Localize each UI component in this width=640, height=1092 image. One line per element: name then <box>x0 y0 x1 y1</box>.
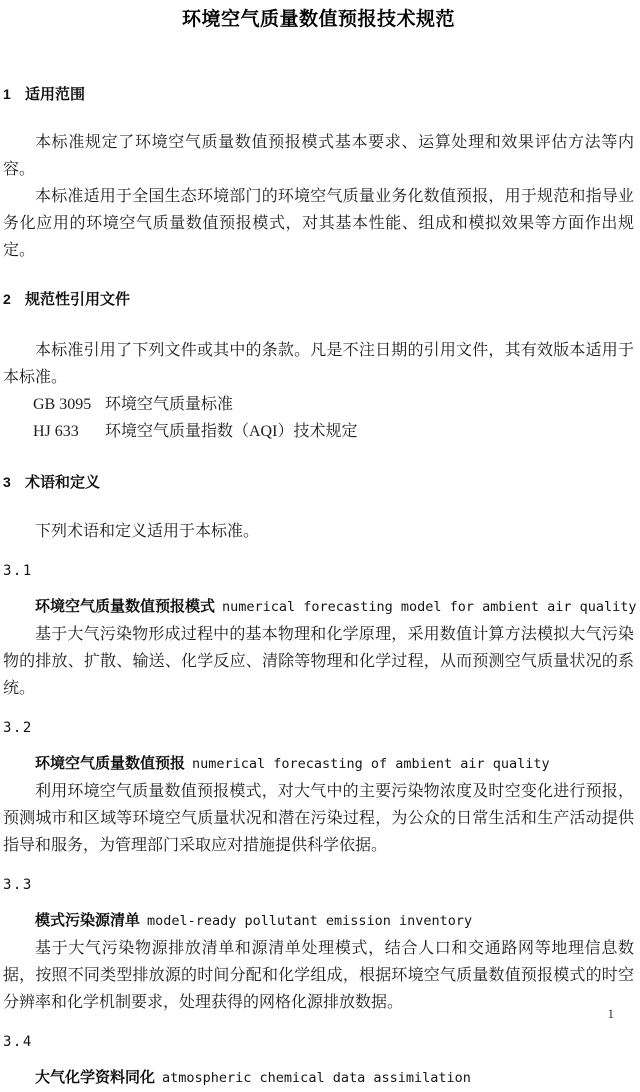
term-zh: 环境空气质量数值预报模式 <box>35 598 216 615</box>
term-zh: 大气化学资料同化 <box>35 1069 156 1086</box>
reference-title: 环境空气质量指数（AQI）技术规定 <box>105 423 358 440</box>
term-line <box>3 1064 634 1092</box>
term-zh: 模式污染源清单 <box>35 912 141 929</box>
paragraph: 本标准适用于全国生态环境部门的环境空气质量业务化数值预报，用于规范和指导业务化应用的环境空气质量数值预报模式，对其基本性能、组成和模拟效果等方面作出规定。 <box>3 188 634 259</box>
term-definition: 基于大气污染物形成过程中的基本物理和化学原理，采用数值计算方法模拟大气污染物的排放、扩散、输送、化学反应、清除等物理和化学过程，从而预测空气质量状况的系统。 <box>3 626 634 697</box>
section-title: 规范性引用文件 <box>25 291 131 308</box>
section-title: 术语和定义 <box>25 474 101 491</box>
section-number: 1 <box>3 86 11 102</box>
term-definition: 基于大气污染物源排放清单和源清单处理模式，结合人口和交通路网等地理信息数据，按照不同类型排放源的时间分配和化学组成，根据环境空气质量数值预报模式的时空分辨率和化学机制要求，处理获得的网格化源排放数据。 <box>3 940 634 1011</box>
term-en: model-ready pollutant emission inventory <box>147 913 473 929</box>
reference-code: GB 3095 <box>33 396 92 413</box>
term-number: 3.1 <box>3 563 33 579</box>
term-en: atmospheric chemical data assimilation <box>162 1070 471 1086</box>
term-en: numerical forecasting model for ambient air quality <box>222 599 637 615</box>
section-heading-1 <box>3 85 634 104</box>
section-title: 适用范围 <box>25 86 86 103</box>
section-number: 2 <box>3 291 11 307</box>
paragraph: 本标准引用了下列文件或其中的条款。凡是不注日期的引用文件，其有效版本适用于本标准。 <box>3 342 634 386</box>
term-en: numerical forecasting of ambient air quality <box>192 756 550 772</box>
reference-item <box>3 391 634 418</box>
paragraph: 下列术语和定义适用于本标准。 <box>35 523 260 540</box>
paragraph: 本标准规定了环境空气质量数值预报模式基本要求、运算处理和效果评估方法等内容。 <box>3 134 634 178</box>
term-line <box>3 593 637 621</box>
term-zh: 环境空气质量数值预报 <box>35 755 186 772</box>
term-number: 3.2 <box>3 720 33 736</box>
reference-code: HJ 633 <box>33 423 79 440</box>
doc-title: 环境空气质量数值预报技术规范 <box>181 9 455 30</box>
term-line <box>3 750 634 778</box>
term-definition: 利用环境空气质量数值预报模式，对大气中的主要污染物浓度及时空变化进行预报，预测城市和区域等环境空气质量状况和潜在污染过程，为公众的日常生活和生产活动提供指导和服务，为管理部门采取应对措施提供科学依据。 <box>3 783 634 854</box>
page-number: 1 <box>607 1006 614 1021</box>
section-heading-3 <box>3 473 634 492</box>
term-line <box>3 907 634 935</box>
reference-title: 环境空气质量标准 <box>105 396 234 413</box>
term-number: 3.4 <box>3 1034 33 1050</box>
section-number: 3 <box>3 474 11 490</box>
term-number: 3.3 <box>3 877 33 893</box>
section-heading-2 <box>3 290 634 309</box>
reference-item <box>3 418 634 445</box>
